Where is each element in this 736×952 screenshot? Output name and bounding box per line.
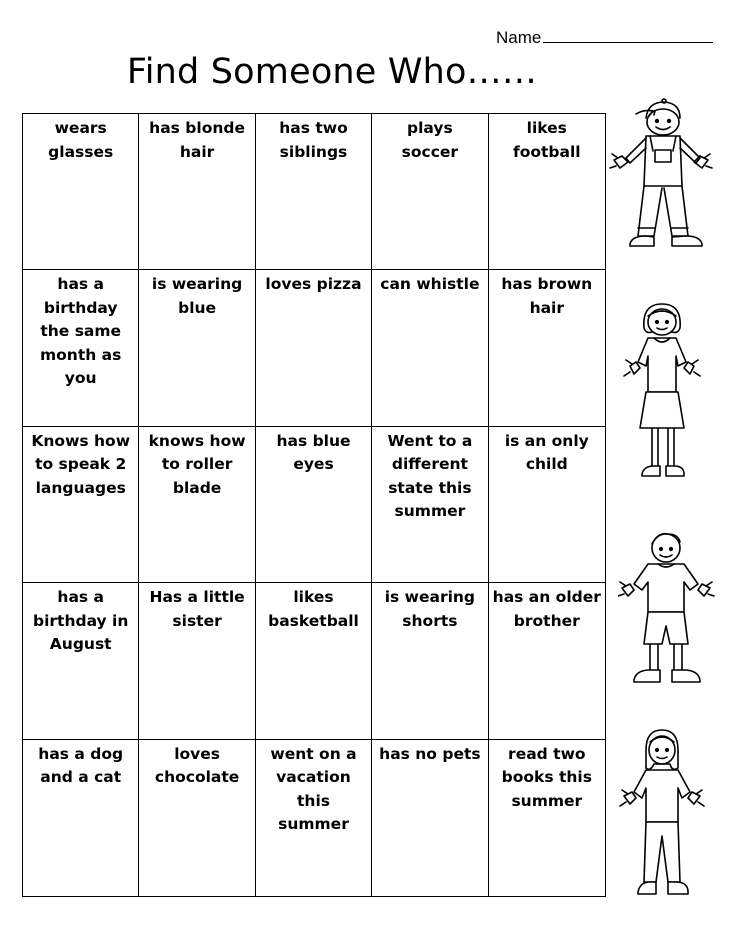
name-label: Name	[496, 28, 542, 47]
girl-skirt-clipart	[618, 300, 704, 488]
grid-cell[interactable]: loves chocolate	[139, 740, 255, 896]
grid-cell[interactable]: Has a little sister	[139, 583, 255, 739]
page-title: Find Someone Who……	[126, 52, 538, 92]
grid-cell[interactable]: has no pets	[372, 740, 488, 896]
grid-cell[interactable]: has an older brother	[489, 583, 605, 739]
grid-cell[interactable]: loves pizza	[256, 270, 372, 426]
grid-cell[interactable]: Knows how to speak 2 languages	[23, 427, 139, 583]
grid-cell[interactable]: is wearing blue	[139, 270, 255, 426]
grid-cell[interactable]: has blonde hair	[139, 114, 255, 270]
grid-cell[interactable]: likes football	[489, 114, 605, 270]
grid-cell[interactable]: is wearing shorts	[372, 583, 488, 739]
grid-cell[interactable]: has blue eyes	[256, 427, 372, 583]
grid-cell[interactable]: has a birthday in August	[23, 583, 139, 739]
boy-overalls-clipart	[608, 96, 714, 262]
bingo-grid	[22, 113, 606, 897]
grid-cell[interactable]: has two siblings	[256, 114, 372, 270]
name-blank-line[interactable]	[543, 28, 713, 43]
grid-cell[interactable]: has a dog and a cat	[23, 740, 139, 896]
grid-cell[interactable]: wears glasses	[23, 114, 139, 270]
grid-cell[interactable]: is an only child	[489, 427, 605, 583]
grid-cell[interactable]: read two books this summer	[501, 744, 592, 810]
grid-cell[interactable]: knows how to roller blade	[139, 427, 255, 583]
name-field[interactable]	[496, 28, 713, 48]
grid-cell[interactable]: Went to a different state this summer	[372, 427, 488, 583]
grid-cell[interactable]: likes basketball	[256, 583, 372, 739]
girl-pants-clipart	[616, 728, 710, 904]
grid-cell[interactable]: can whistle	[372, 270, 488, 426]
grid-cell[interactable]: has a birthday the same month as you	[23, 270, 139, 426]
grid-cell[interactable]: has brown hair	[489, 270, 605, 426]
grid-cell[interactable]: plays soccer	[372, 114, 488, 270]
grid-cell[interactable]: went on a vacation this summer	[256, 740, 372, 896]
boy-shorts-clipart	[618, 530, 716, 690]
